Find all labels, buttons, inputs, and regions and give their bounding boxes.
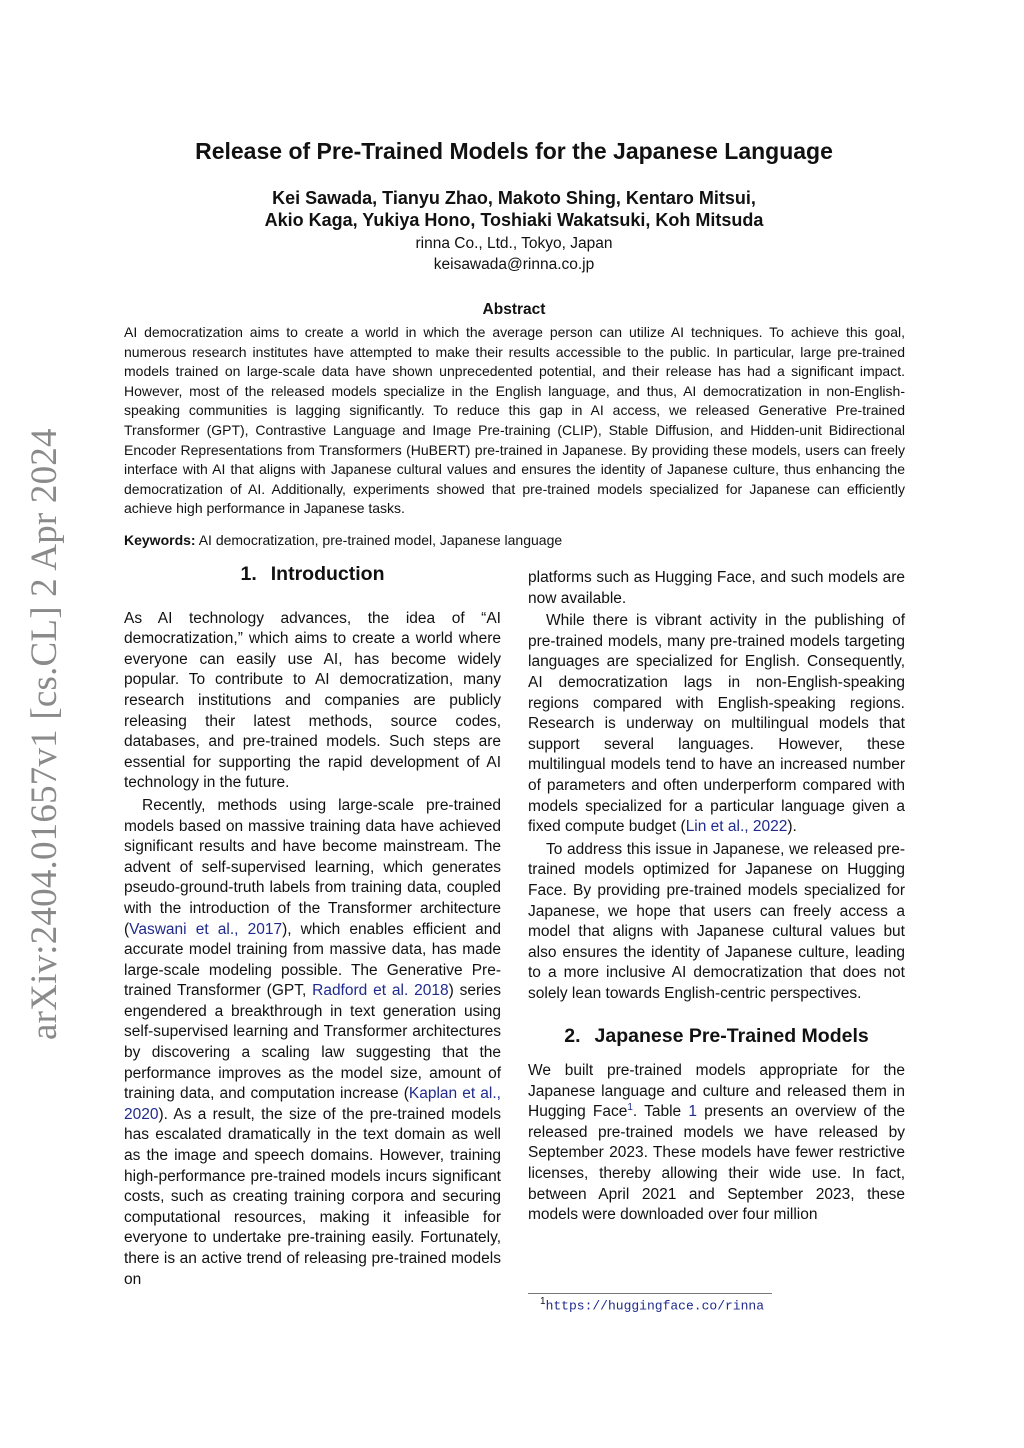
intro-p2-text-a: Recently, methods using large-scale pre-trained models based on massive training data have achieved significant results and have become mainstream. The advent of self-supervised learning, which generates pseudo-ground-truth labels from training data, coupled with the introduction of the Transformer architecture (	[124, 796, 501, 938]
intro-p3-text-a: While there is vibrant activity in the publishing of pre-trained models, many pre-trained models targeting languages are specialized for English. Consequently, AI democratization lags in non-English-speaking regions compared with English-speaking regions. Research is underway on multilingual models that support several languages. However, these multilingual models tend to have an increased number of parameters and often underperform compared with models specialized for a particular language given a fixed compute budget (	[528, 612, 905, 836]
intro-paragraph-2	[124, 796, 501, 1290]
section-1-title: Introduction	[270, 563, 385, 585]
footnote-ref-link[interactable]: 1	[627, 1102, 633, 1114]
intro-paragraph-4: To address this issue in Japanese, we released pre-trained models optimized for Japanese on Hugging Face. By providing pre-trained models specialized for Japanese, we hope that users can freely access a model that aligns with Japanese cultural values but also ensures the identity of Japanese culture, leading to a more inclusive AI democratization that does not solely lean towards English-centric perspectives.	[528, 840, 905, 1002]
keywords-line	[124, 531, 905, 550]
section-2-heading	[528, 1026, 905, 1047]
intro-p2-text-c: ) series engendered a breakthrough in text generation using self-supervised learning and Transformer architectures by discovering a scaling law suggesting that the performance improves as the model size, amount of training data, and computation increase (	[124, 982, 501, 1103]
table-ref-link[interactable]: 1	[688, 1103, 697, 1121]
citation-lin-link[interactable]: Lin et al., 2022	[685, 818, 788, 836]
models-p1-text-a: We built pre-trained models appropriate for the Japanese language and culture and released them in Hugging Face	[528, 1062, 905, 1121]
author-line-1: Kei Sawada, Tianyu Zhao, Makoto Shing, Kentaro Mitsui,	[272, 188, 756, 208]
affiliation: rinna Co., Ltd., Tokyo, Japan	[415, 235, 613, 252]
citation-vaswani-link[interactable]: Vaswani et al., 2017	[129, 920, 283, 938]
models-p1-text-b: . Table	[632, 1103, 689, 1121]
models-paragraph-1	[528, 1061, 905, 1226]
intro-p3-text-b: ).	[787, 818, 797, 836]
intro-paragraph-1: As AI technology advances, the idea of “AI democratization,” which aims to create a world where everyone can easily use AI, has become widely popular. To contribute to AI democratization, many research institutions and companies are publicly releasing their latest methods, source codes, databases, and pre-trained models. Such steps are essential for supporting the rapid development of AI technology in the future.	[124, 609, 501, 792]
section-1-number: 1.	[240, 563, 257, 585]
arxiv-identifier-stamp: arXiv:2404.01657v1 [cs.CL] 2 Apr 2024	[24, 428, 65, 1040]
section-2-number: 2.	[564, 1025, 581, 1048]
footnote	[540, 1296, 764, 1313]
abstract-text: AI democratization aims to create a world in which the average person can utilize AI techniques. To achieve this goal, numerous research institutes have attempted to make their results accessible to the public. In particular, large pre-trained models trained on large-scale data have shown unprecedented potential, and their release has had a significant impact. However, most of the released models specialize in the English language, and thus, AI democratization in non-English-speaking communities is lagging significantly. To reduce this gap in AI access, we released Generative Pre-trained Transformer (GPT), Contrastive Language and Image Pre-training (CLIP), Stable Diffusion, and Hidden-unit Bidirectional Encoder Representations from Transformers (HuBERT) pre-trained in Japanese. By providing these models, users can freely interface with AI that aligns with Japanese cultural values and ensures the identity of Japanese culture, thus enhancing the democratization of AI. Additionally, experiments showed that pre-trained models specialized for Japanese can efficiently achieve high performance in Japanese tasks.	[124, 324, 905, 517]
section-2-title: Japanese Pre-Trained Models	[594, 1025, 869, 1048]
author-list	[124, 187, 904, 231]
footnote-divider	[528, 1293, 772, 1294]
footnote-url-link[interactable]: https://huggingface.co/rinna	[545, 1298, 764, 1314]
footnote-mark: 1	[540, 1296, 546, 1307]
keywords-label: Keywords:	[124, 532, 196, 548]
intro-p2-text-b: ), which enables efficient and accurate model training from massive data, has made large-scale modeling possible. The Generative Pre-trained Transformer (GPT,	[124, 920, 501, 1000]
author-line-2: Akio Kaga, Yukiya Hono, Toshiaki Wakatsuki, Koh Mitsuda	[264, 210, 764, 230]
intro-paragraph-2-continued: platforms such as Hugging Face, and such models are now available.	[528, 569, 905, 607]
intro-p2-text-d: ). As a result, the size of the pre-trained models has escalated dramatically in the text domain as well as the image and speech domains. However, training high-performance pre-trained models incurs significant costs, such as creating training corpora and securing computational resources, making it infeasible for everyone to undertake pre-training easily. Fortunately, there is an active trend of releasing pre-trained models on	[124, 1105, 501, 1288]
citation-radford-link[interactable]: Radford et al. 2018	[312, 982, 449, 1000]
contact-email: keisawada@rinna.co.jp	[433, 256, 595, 273]
right-column	[528, 568, 905, 1226]
abstract-heading: Abstract	[482, 301, 546, 318]
left-column	[124, 564, 501, 1290]
intro-paragraph-3	[528, 611, 905, 838]
paper-title: Release of Pre-Trained Models for the Japanese Language	[195, 138, 833, 164]
section-1-heading	[124, 564, 501, 585]
keywords-text: AI democratization, pre-trained model, Japanese language	[195, 532, 563, 548]
affiliation-block	[124, 233, 904, 275]
citation-kaplan-link[interactable]: Kaplan et al., 2020	[124, 1085, 501, 1123]
models-p1-text-c: presents an overview of the released pre-trained models we have released by September 2023. These models have fewer restrictive licenses, thereby allowing their wide use. In fact, between April 2021 and September 2023, these models were downloaded over four million	[528, 1103, 906, 1224]
